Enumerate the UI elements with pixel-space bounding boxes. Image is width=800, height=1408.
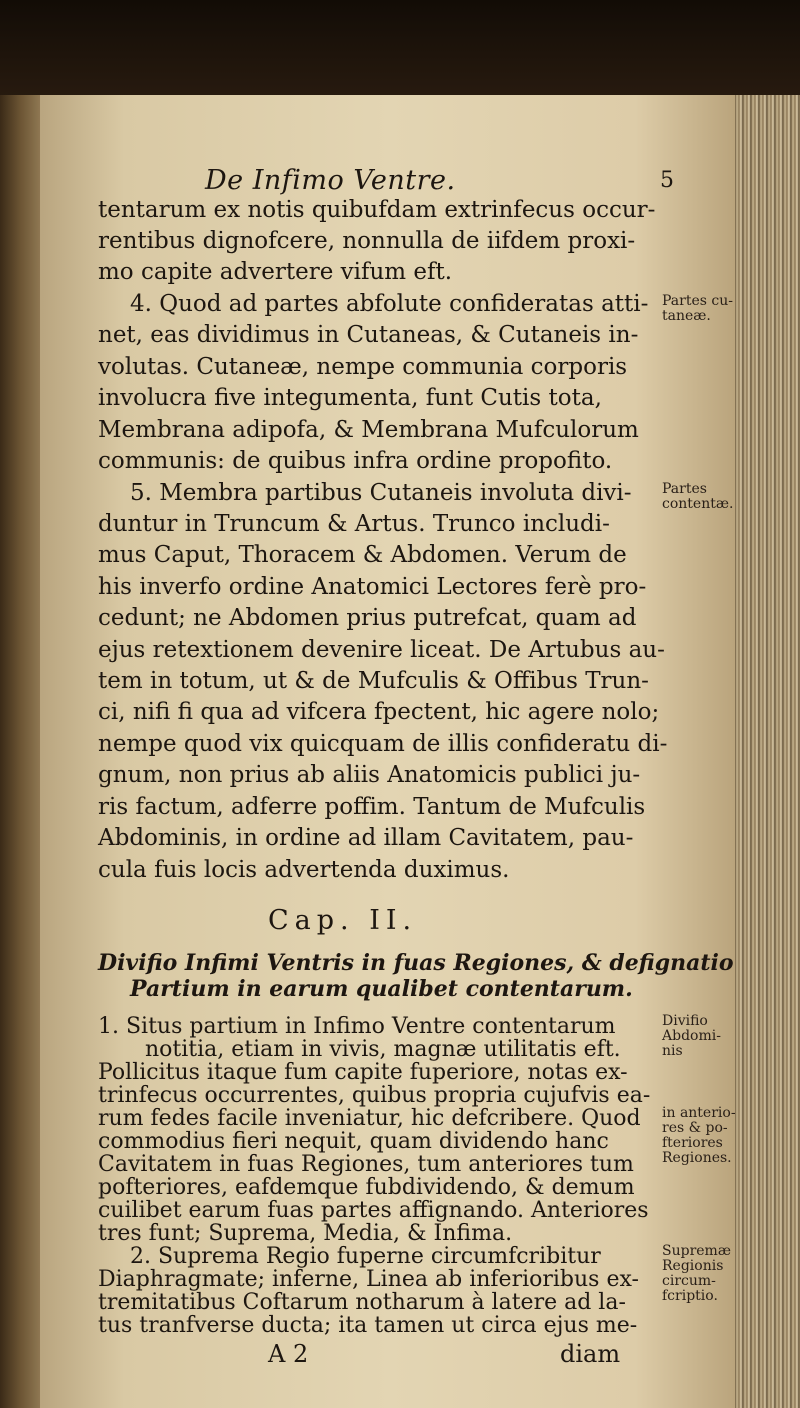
scan-background bbox=[0, 0, 800, 110]
text-line: volutas. Cutaneæ, nempe communia corporis bbox=[98, 354, 628, 380]
text-line: net, eas dividimus in Cutaneas, & Cutaneis in- bbox=[98, 322, 639, 348]
signature-mark: A 2 bbox=[268, 1340, 309, 1368]
chapter-subtitle-line: Partium in earum qualibet contentarum. bbox=[130, 976, 633, 1002]
page-edges bbox=[735, 95, 800, 1408]
text-line: tem in totum, ut & de Mufculis & Offibus Trun- bbox=[98, 668, 649, 694]
chapter-heading: Cap. II. bbox=[268, 905, 418, 936]
text-line: 2. Suprema Regio fuperne circumfcribitur bbox=[130, 1244, 601, 1269]
text-line: tentarum ex notis quibufdam extrinfecus occur- bbox=[98, 197, 656, 223]
marginal-note: Partes cu- taneæ. bbox=[662, 293, 733, 324]
text-line: Cavitatem in fuas Regiones, tum anteriores tum bbox=[98, 1152, 634, 1177]
text-line: Membrana adipofa, & Membrana Mufculorum bbox=[98, 417, 639, 443]
text-line: notitia, etiam in vivis, magnæ utilitatis eft. bbox=[145, 1037, 621, 1062]
text-line: pofteriores, eafdemque fubdividendo, & demum bbox=[98, 1175, 635, 1200]
catchword: diam bbox=[560, 1340, 621, 1368]
text-line: ci, nifi fi qua ad vifcera fpectent, hic agere nolo; bbox=[98, 699, 660, 725]
text-line: mus Caput, Thoracem & Abdomen. Verum de bbox=[98, 542, 627, 568]
text-line: communis: de quibus infra ordine propofito. bbox=[98, 448, 613, 474]
text-line: cula fuis locis advertenda duximus. bbox=[98, 857, 510, 883]
text-line: Diaphragmate; inferne, Linea ab inferioribus ex- bbox=[98, 1267, 639, 1292]
text-line: Pollicitus itaque fum capite fuperiore, notas ex- bbox=[98, 1060, 628, 1085]
text-line: tus tranfverse ducta; ita tamen ut circa ejus me- bbox=[98, 1313, 638, 1338]
text-line: rum fedes facile inveniatur, hic defcribere. Quod bbox=[98, 1106, 641, 1131]
text-line: mo capite advertere vifum eft. bbox=[98, 259, 453, 285]
text-line: cedunt; ne Abdomen prius putrefcat, quam ad bbox=[98, 605, 637, 631]
marginal-note: Supremæ Regionis circum- fcriptio. bbox=[662, 1243, 731, 1304]
text-line: 1. Situs partium in Infimo Ventre contentarum bbox=[98, 1014, 616, 1039]
text-line: ejus retextionem devenire liceat. De Artubus au- bbox=[98, 637, 665, 663]
marginal-note: in anterio- res & po- fteriores Regiones. bbox=[662, 1105, 736, 1166]
marginal-note: Partes contentæ. bbox=[662, 481, 734, 512]
text-line: rentibus dignofcere, nonnulla de iifdem proxi- bbox=[98, 228, 636, 254]
text-line: ris factum, adferre poffim. Tantum de Mufculis bbox=[98, 794, 646, 820]
text-line: Abdominis, in ordine ad illam Cavitatem, pau- bbox=[98, 825, 634, 851]
text-line: cuilibet earum fuas partes affignando. Anteriores bbox=[98, 1198, 649, 1223]
text-line: trinfecus occurrentes, quibus propria cujufvis ea- bbox=[98, 1083, 651, 1108]
text-line: tremitatibus Coftarum notharum à latere ad la- bbox=[98, 1290, 626, 1315]
text-line: nempe quod vix quicquam de illis confideratu di- bbox=[98, 731, 668, 757]
text-line: commodius fieri nequit, quam dividendo hanc bbox=[98, 1129, 609, 1154]
text-line: 5. Membra partibus Cutaneis involuta divi- bbox=[130, 480, 632, 506]
chapter-subtitle-line: Divifio Infimi Ventris in fuas Regiones, & defignatio bbox=[98, 950, 734, 976]
text-line: involucra five integumenta, funt Cutis tota, bbox=[98, 385, 602, 411]
marginal-note: Divifio Abdomi- nis bbox=[662, 1013, 721, 1059]
text-line: 4. Quod ad partes abfolute confideratas atti- bbox=[130, 291, 649, 317]
page-number: 5 bbox=[660, 168, 674, 193]
text-line: duntur in Truncum & Artus. Trunco includi- bbox=[98, 511, 610, 537]
text-line: his inverfo ordine Anatomici Lectores ferè pro- bbox=[98, 574, 647, 600]
running-head: De Infimo Ventre. bbox=[205, 165, 456, 196]
text-line: gnum, non prius ab aliis Anatomicis publici ju- bbox=[98, 762, 641, 788]
text-line: tres funt; Suprema, Media, & Infima. bbox=[98, 1221, 513, 1246]
